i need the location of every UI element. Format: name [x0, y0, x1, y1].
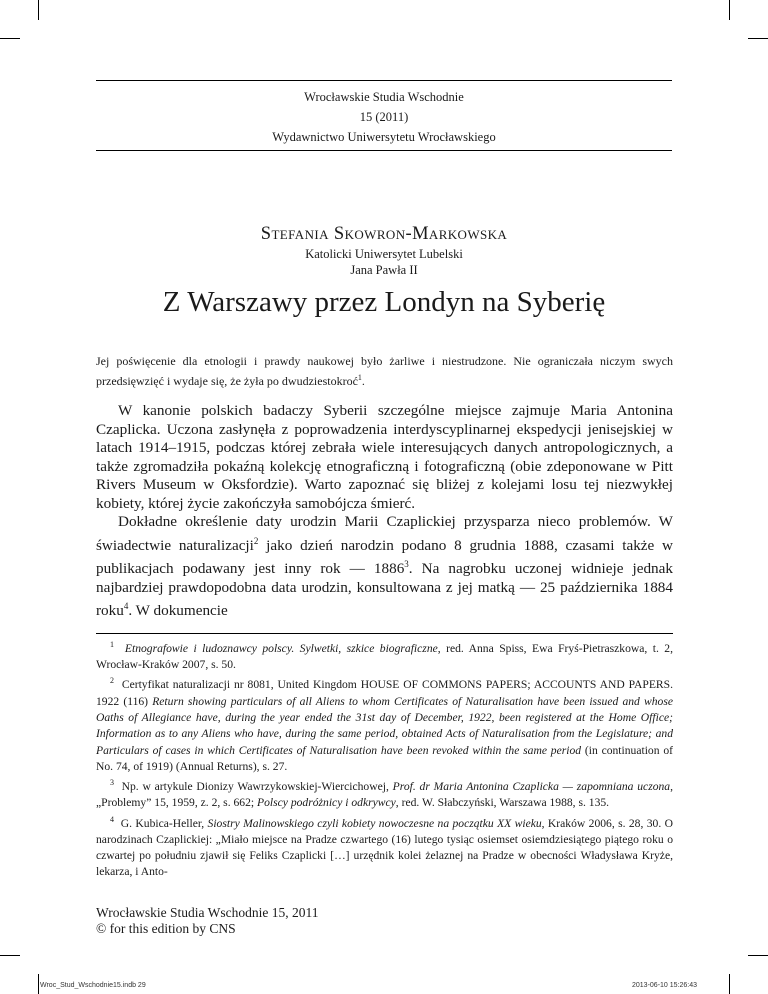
footnote: $^3$ Np. w artykule Dionizy Wawrzykowskiej-Wiercichowej, Prof. dr Maria Antonina Czaplicka — zapomniana uczona, „Problemy” 15, 1959, z. 2, s. 662; Polscy podróżnicy i odkrywcy, red. W. Słabczyński, Warszawa 1988, s. 135. [96, 778, 674, 810]
author-name: Stefania Skowron-Markowska [260, 224, 508, 244]
footnote-ref[interactable]: 2 [253, 535, 259, 546]
footnote: $^2$ Certyfikat naturalizacji nr 8081, United Kingdom HOUSE OF COMMONS PAPERS; ACCOUNTS AND PAPERS. 1922 (116) Return showing particulars of all Aliens to whom Certificates of Naturalisation have been issued and whose Oaths of Allegiance have, during the year ended the 31st day of December, 1922, been registered at the Home Office; Information as to any Aliens who have, during the same period, obtained Acts of Naturalisation from the Legislature; and Particulars of cases in which Certificates of Naturalisation have been revoked within the same period (in continuation of No. 74, of 1919) (Annual Returns), s. 27. [96, 676, 674, 773]
crop-mark [729, 0, 730, 20]
header-rule [96, 80, 672, 81]
epigraph: Jej poświęcenie dla etnologii i prawdy naukowej było żarliwe i niestrudzone. Nie ograniczała niczym swych przedsięwzięć i wydaje się, że żyła po dwudziestokroć$^1$. [96, 354, 673, 388]
crop-mark [748, 955, 768, 956]
crop-mark [38, 0, 39, 20]
footer-line1: Wrocławskie Studia Wschodnie 15, 2011 [96, 905, 319, 920]
paragraph: W kanonie polskich badaczy Syberii szczególne miejsce zajmuje Maria Antonina Czaplicka. Uczona zasłynęła z poprowadzenia interdyscyplinarnej ekspedycji jenisejskiej w latach 1914–1915, podczas której zebrała wiele interesujących danych antropologicznych, a także zgromadziła pokaźną kolekcję etnograficzną i fotograficzną (obie zdeponowane w Pitt Rivers Museum w Oksfordzie). Warto zapoznać się bliżej z kolejami losu tej niezwykłej kobiety, której życie zakończyła samobójcza śmierć. [96, 402, 673, 512]
article-title: Z Warszawy przez Londyn na Syberię [162, 286, 606, 318]
publisher-name: Wydawnictwo Uniwersytetu Wrocławskiego [272, 130, 496, 144]
crop-mark [0, 38, 20, 39]
print-slug-date: 2013-06-10 15:26:43 [632, 982, 697, 989]
crop-mark [729, 974, 730, 994]
footnote-ref[interactable]: 4 [123, 601, 129, 612]
copyright-footer [96, 905, 319, 937]
footnote-rule [96, 633, 673, 634]
journal-name: Wrocławskie Studia Wschodnie [304, 90, 464, 104]
footnote-ref[interactable]: 3 [404, 559, 409, 570]
paragraph: Dokładne określenie daty urodzin Marii Czaplickiej przysparza nieco problemów. W świadectwie naturalizacji$^2$ jako dzień narodzin podano 8 grudnia 1888, czasami także w publikacjach podawany jest inny rok — 1886$^3$. Na nagrobku uczonej widnieje jednak najbardziej prawdopodobna data urodzin, konsultowana z jej matką — 25 października 1884 roku$^4$. W dokumencie [96, 513, 673, 620]
footnotes [96, 637, 673, 881]
crop-mark [38, 974, 39, 994]
footnote-ref[interactable]: 1 [357, 372, 362, 382]
footer-line2: © for this edition by CNS [96, 921, 236, 936]
footnote: $^1$ Etnografowie i ludoznawcy polscy. Sylwetki, szkice biograficzne, red. Anna Spiss, Ewa Fryś-Pietraszkowa, t. 2, Wrocław-Kraków 2007, s. 50. [96, 640, 673, 672]
affiliation-line1: Katolicki Uniwersytet Lubelski [305, 247, 463, 261]
journal-volume: 15 (2011) [359, 110, 409, 124]
affiliation-line2: Jana Pawła II [350, 263, 418, 277]
footnote: $^4$ G. Kubica-Heller, Siostry Malinowskiego czyli kobiety nowoczesne na początku XX wieku, Kraków 2006, s. 28, 30. O narodzinach Czaplickiej: „Miało miejsce na Pradze czwartego (16) lutego tysiąc osiemset osiemdziesiątego piątego roku o czwartej po południu zjawił się Feliks Czaplicki […] urzędnik kolei żelaznej na Pradze w obecności Władysława Kryże, lekarza, i Anto- [96, 814, 673, 879]
header-rule [96, 150, 672, 151]
body-text [96, 402, 673, 621]
print-slug-file: Wroc_Stud_Wschodnie15.indb 29 [40, 982, 146, 989]
crop-mark [0, 955, 20, 956]
crop-mark [748, 38, 768, 39]
